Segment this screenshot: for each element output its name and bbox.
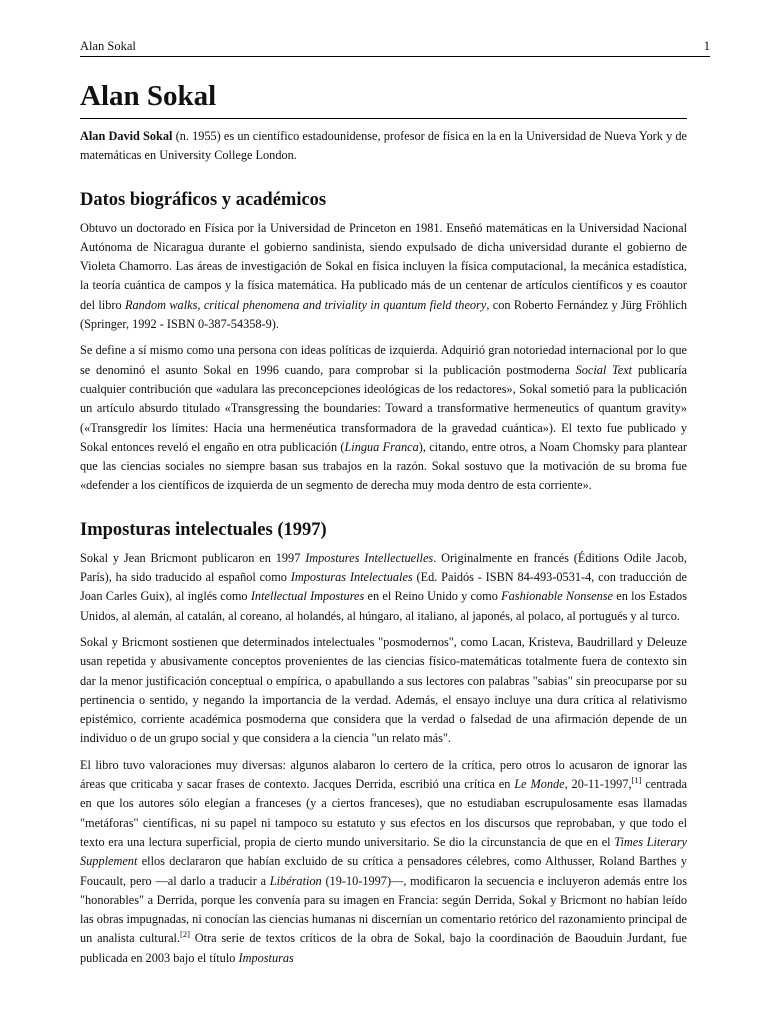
section-heading-bio: Datos biográficos y académicos	[80, 189, 327, 210]
lingua-franca-title: Lingua Franca	[344, 439, 419, 454]
book-title: Random walks, critical phenomena and triviality in quantum field theory	[125, 297, 487, 312]
article-body	[80, 78, 687, 968]
page-title: Alan Sokal	[80, 78, 687, 119]
intro-paragraph: Alan David Sokal (n. 1955) es un científico estadounidense, profesor de física en la en la Universidad de Nueva York y de matemáticas en University College London.	[80, 129, 687, 163]
bio-paragraph-1: Obtuvo un doctorado en Física por la Universidad de Princeton en 1981. Enseñó matemáticas en la Universidad Nacional Autónoma de Nicaragua durante el gobierno sandinista, siendo expulsado de dicha universidad durante el gobierno de Violeta Chamorro. Las áreas de investigación de Sokal en física incluyen la física computacional, la mecánica estadística, la teoría cuántica de campos y la física matemática. Ha publicado más de un centenar de artículos científicos y es coautor del libro Random walks, critical phenomena and triviality in quantum field theory, con Roberto Fernández y Jürg Fröhlich (Springer, 1992 - ISBN 0-387-54358-9).	[80, 220, 687, 332]
section-heading-imposturas: Imposturas intelectuales (1997)	[80, 519, 327, 540]
page-number: 1	[703, 39, 710, 53]
subject-name: Alan David Sokal	[80, 129, 173, 143]
imposturas-paragraph-2: Sokal y Bricmont sostienen que determinados intelectuales "posmodernos", como Lacan, Kristeva, Baudrillard y Deleuze usan repetida y abusivamente conceptos provenientes de las ciencias físico-matemáticas totalmente fuera de contexto sin dar la menor justificación conceptual o empírica, o apabullando a sus lectores con palabras "sabias" sin preocuparse por su pertinencia o sentido, y negando la importancia de la verdad. Además, el ensayo incluye una dura crítica al relativismo epistémico, corriente académica posmoderna que considera que la verdad o falsedad de una afirmación depende de un individuo o de un grupo social y que considera a la ciencia "un relato más".	[80, 634, 687, 746]
running-header-title: Alan Sokal	[80, 39, 136, 53]
imposturas-paragraph-3: El libro tuvo valoraciones muy diversas: algunos alabaron lo certero de la crítica, pero otros lo acusaron de ignorar las áreas que criticaba y sacar frases de contexto. Jacques Derrida, escribió una crítica en Le Monde, 20-11-1997,[1] centrada en que los autores sólo elegían a franceses (y a ciertos franceses), que no estudiaban escrupulosamente esas llamadas "metáforas" científicas, ni su papel ni tampoco su estatuto y sus efectos en los discursos que reprobaban, y que todo el texto era una lectura superficial, propia de cierto mundo universitario. Se dio la circunstancia de que en el Times Literary Supplement ellos declararon que habían excluido de su crítica a pensadores célebres, como Althusser, Roland Barthes y Foucault, pero —al darlo a traducir a Libération (19-10-1997)—, modificaron la secuencia e incluyeron además entre los "honorables" a Derrida, porque les convenía para su imagen en Francia: según Derrida, Sokal y Bricmont no habían leído las obras impugnadas, ni conocían las ciencias humanas ni discernían un comentario retórico del razonamiento principal de un analista cultural.[2] Otra serie de textos críticos de la obra de Sokal, bajo la coordinación de Baouduin Jurdant, fue publicada en 2003 bajo el título Imposturas	[80, 757, 687, 965]
footnote-ref-2[interactable]: [2]	[180, 929, 190, 940]
footnote-ref-1[interactable]: [1]	[631, 775, 642, 786]
social-text-title: Social Text	[575, 362, 633, 377]
imposturas-paragraph-1: Sokal y Jean Bricmont publicaron en 1997 Impostures Intellectuelles. Originalmente en francés (Éditions Odile Jacob, París), ha sido traducido al español como Imposturas Intelectuales (Ed. Paidós - ISBN 84-493-0531-4, con traducción de Joan Carles Guix), al inglés como Intellectual Impostures en el Reino Unido y como Fashionable Nonsense en los Estados Unidos, al alemán, al catalán, al coreano, al holandés, al húngaro, al italiano, al japonés, al polaco, al portugués y al turco.	[80, 550, 687, 623]
bio-paragraph-2: Se define a sí mismo como una persona con ideas políticas de izquierda. Adquirió gran notoriedad internacional por lo que se denominó el asunto Sokal en 1996 cuando, para comprobar si la publicación postmoderna Social Text publicaría cualquier contribución que «adulara las preconcepciones ideológicas de los redactores», Sokal sometió para la publicación un artículo absurdo titulado «Transgressing the boundaries: Toward a transformative hermeneutics of quantum gravity» («Transgredir los límites: Hacia una hermenéutica transformadora de la gravedad cuántica»). El texto fue publicado y Sokal entonces reveló el engaño en otra publicación (Lingua Franca), citando, entre otros, a Noam Chomsky para plantear que las ciencias sociales no siempre basan sus trabajos en la razón. Sokal sostuvo que la motivación de su broma fue «defender a los científicos de izquierda de un segmento de derecha muy moda dentro de esta corriente».	[80, 343, 687, 493]
running-header	[80, 36, 710, 57]
